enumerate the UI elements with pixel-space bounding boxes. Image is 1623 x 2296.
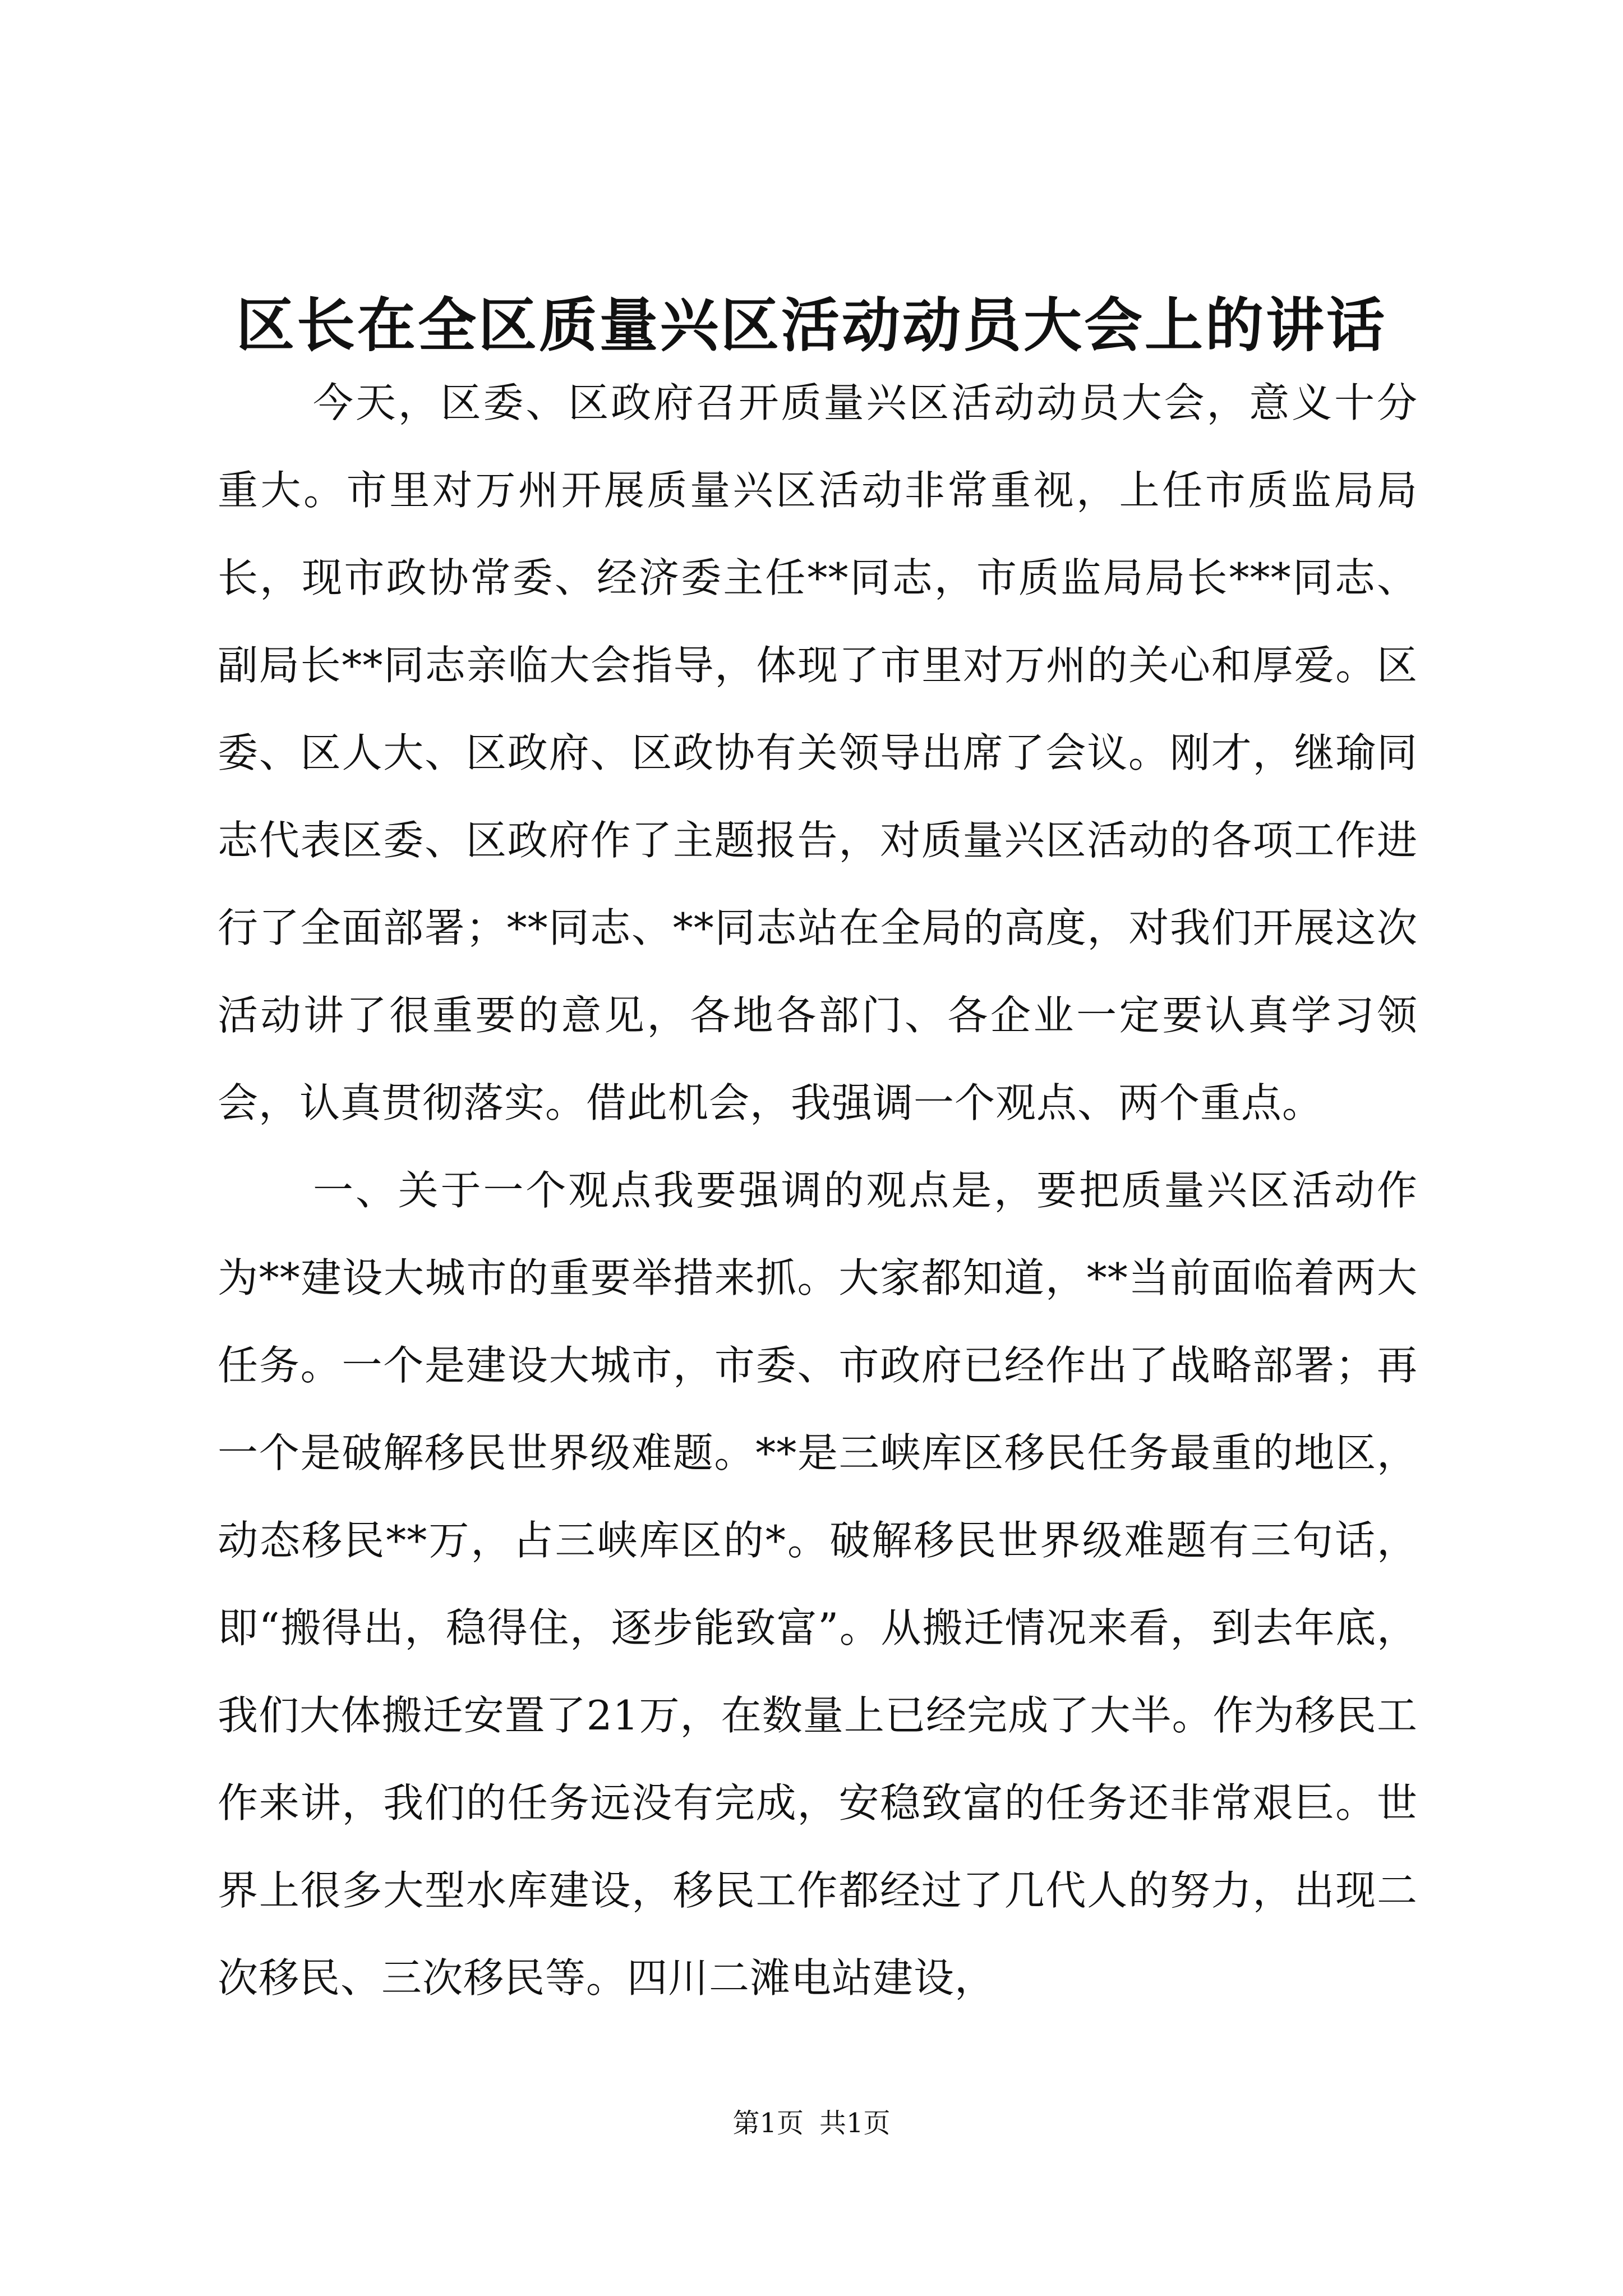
document-title: 区长在全区质量兴区活动动员大会上的讲话 [236, 291, 1387, 360]
page-total: 共1页 [819, 2108, 891, 2139]
document-body [218, 359, 1418, 2022]
paragraph-section-one: 一、关于一个观点我要强调的观点是，要把质量兴区活动作为**建设大城市的重要举措来抓。大家都知道，**当前面临着两大任务。一个是建设大城市，市委、市政府已经作出了战略部署；再一个是破解移民世界级难题。**是三峡库区移民任务最重的地区，动态移民**万，占三峡库区的*。破解移民世界级难题有三句话，即“搬得出，稳得住，逐步能致富”。从搬迁情况来看，到去年底，我们大体搬迁安置了21万，在数量上已经完成了大半。作为移民工作来讲，我们的任务远没有完成，安稳致富的任务还非常艰巨。世界上很多大型水库建设，移民工作都经过了几代人的努力，出现二次移民、三次移民等。四川二滩电站建设， [218, 1167, 1418, 2001]
page-number: 第1页 [732, 2108, 804, 2139]
page-footer [0, 2106, 1623, 2140]
paragraph-intro: 今天，区委、区政府召开质量兴区活动动员大会，意义十分重大。市里对万州开展质量兴区活动非常重视，上任市质监局局长，现市政协常委、经济委主任**同志，市质监局局长***同志、副局长**同志亲临大会指导，体现了市里对万州的关心和厚爱。区委、区人大、区政府、区政协有关领导出席了会议。刚才，继瑜同志代表区委、区政府作了主题报告，对质量兴区活动的各项工作进行了全面部署；**同志、**同志站在全局的高度，对我们开展这次活动讲了很重要的意见，各地各部门、各企业一定要认真学习领会，认真贯彻落实。借此机会，我强调一个观点、两个重点。 [218, 379, 1418, 1126]
